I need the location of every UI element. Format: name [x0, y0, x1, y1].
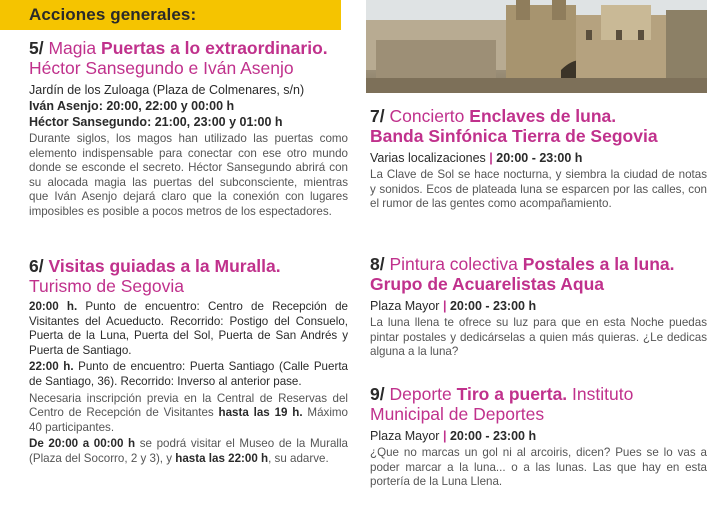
event-title: 6/ Visitas guiadas a la Muralla. Turismo de Segovia [29, 256, 281, 296]
event-paragraph: Necesaria inscripción previa en la Central de Reservas del Centro de Recepción de Visitantes hasta las 19 h. Máximo 40 participantes. [29, 391, 348, 434]
event-paragraph: De 20:00 a 00:00 h se podrá visitar el Museo de la Muralla (Plaza del Socorro, 2 y 3), y hasta las 22:00 h, su adarve. [29, 437, 348, 465]
segovia-photo [366, 0, 707, 93]
event-place: Jardín de los Zuloaga (Plaza de Colmenares, s/n) [29, 83, 305, 97]
event-paragraph: 22:00 h. Punto de encuentro: Puerta Santiago (Calle Puerta de Santiago, 36). Recorrido: Inverso al anterior pase. [29, 360, 348, 388]
event-title: 9/ Deporte Tiro a puerta. Instituto Municipal de Deportes [370, 384, 634, 424]
event-7 [370, 106, 707, 212]
city-gate-illustration [366, 0, 707, 93]
section-header [0, 0, 341, 30]
right-column [366, 0, 707, 510]
event-5 [29, 38, 348, 220]
event-time: Iván Asenjo: 20:00, 22:00 y 00:00 h [29, 99, 235, 113]
event-place-time: Plaza Mayor | 20:00 - 23:00 h [370, 429, 537, 443]
event-6 [29, 256, 348, 467]
event-place-time: Plaza Mayor | 20:00 - 23:00 h [370, 299, 537, 313]
event-time: Héctor Sansegundo: 21:00, 23:00 y 01:00 h [29, 115, 283, 129]
event-description: La luna llena te ofrece su luz para que en esta Noche puedas pintar postales y dedicárselas a quien más quieras. ¿Le dedicas alguna a la luna? [370, 316, 707, 359]
event-8 [370, 254, 707, 360]
left-column [0, 0, 348, 510]
event-title: 7/ Concierto Enclaves de luna. Banda Sinfónica Tierra de Segovia [370, 106, 658, 146]
section-header-title: Acciones generales: [29, 5, 197, 24]
event-description: Durante siglos, los magos han utilizado las puertas como elemento indispensable para conectar con ese otro mundo donde se esconde el secreto. Héctor Sansegundo abrirá con su alocada magia las puertas del subconsciente, mientras que Iván Asenjo dejará claro que la conexión con lugares imposibles es posible a pocos metros de los espectadores. [29, 132, 348, 218]
event-description: La Clave de Sol se hace nocturna, y siembra la ciudad de notas y sonidos. Ecos de plateada luna se esparcen por las calles, con el rumor de las gentes como acompañamiento. [370, 168, 707, 211]
event-paragraph: 20:00 h. Punto de encuentro: Centro de Recepción de Visitantes del Acueducto. Recorrido: Postigo del Consuelo, Puerta de la Luna, Puerta del Sol, Puerta de San Andrés y Puerta de Santiago. [29, 300, 348, 357]
event-place-time: Varias localizaciones | 20:00 - 23:00 h [370, 151, 583, 165]
event-9 [370, 384, 707, 490]
event-title: 5/ Magia Puertas a lo extraordinario. Héctor Sansegundo e Iván Asenjo [29, 38, 328, 78]
event-title: 8/ Pintura colectiva Postales a la luna. Grupo de Acuarelistas Aqua [370, 254, 675, 294]
event-description: ¿Que no marcas un gol ni al arcoiris, dicen? Pues se lo vas a poder marcar a la luna... o a las lunas. Las que hay en esta portería de la Luna Llena. [370, 446, 707, 489]
